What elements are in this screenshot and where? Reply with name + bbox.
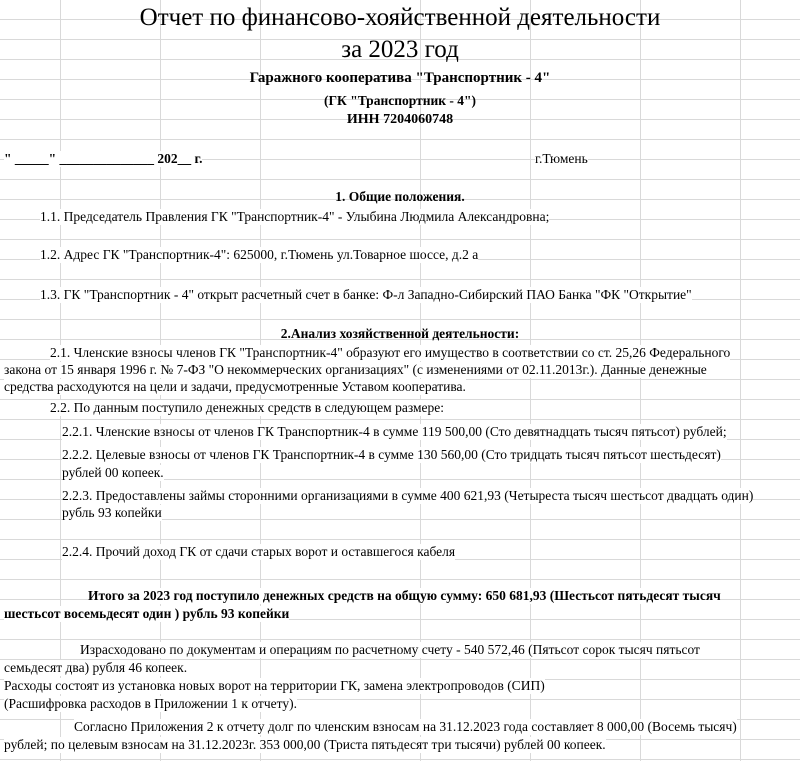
section2-heading: 2.Анализ хозяйственной деятельности: (280, 326, 520, 341)
debts-line2: рублей; по целевым взносам на 31.12.2023г. 353 000,00 (Триста пятьдесят три тысячи) рублей 00 копеек. (4, 737, 606, 752)
expenses-line4: (Расшифровка расходов в Приложении 1 к отчету). (4, 696, 297, 711)
paragraph-2-1-line2: закона от 15 января 1996 г. № 7-ФЗ "О некоммерческих организациях" (с изменениями от 02.11.2013г.). Данные денежные (4, 362, 707, 377)
report-title-line2: за 2023 год (341, 36, 459, 63)
paragraph-2-2-3-line2: рубль 93 копейки (62, 505, 162, 520)
section1-heading: 1. Общие положения. (335, 189, 465, 204)
paragraph-2-2-2-line1: 2.2.2. Целевые взносы от членов ГК Транспортник-4 в сумме 130 560,00 (Сто тридцать тысяч пятьсот шестьдесят) (62, 447, 721, 462)
section1-item2: 1.2. Адрес ГК "Транспортник-4": 625000, г.Тюмень ул.Товарное шоссе, д.2 а (40, 247, 479, 262)
paragraph-2-1-line1: 2.1. Членские взносы членов ГК "Транспортник-4" образуют его имущество в соответствии со ст. 25,26 Федерального (50, 345, 731, 360)
organization-short-name: (ГК "Транспортник - 4") (323, 93, 477, 108)
expenses-line1: Израсходовано по документам и операциям по расчетному счету - 540 572,46 (Пятьсот сорок тысяч пятьсот (80, 642, 700, 657)
report-city: г.Тюмень (535, 151, 588, 166)
expenses-line2: семьдесят два) рубля 46 копеек. (4, 660, 188, 675)
report-title-line1: Отчет по финансово-хояйственной деятельности (139, 4, 661, 31)
expenses-line3: Расходы состоят из установка новых ворот на территории ГК, замена электропроводов (СИП) (4, 678, 545, 693)
organization-inn: ИНН 7204060748 (346, 112, 454, 127)
report-date-line: " _____" ______________ 202__ г. (4, 151, 203, 166)
total-income-line1: Итого за 2023 год поступило денежных средств на общую сумму: 650 681,93 (Шестьсот пятьдесят тысяч (88, 588, 721, 603)
total-income-line2: шестьсот восемьдесят один ) рубль 93 копейки (4, 606, 290, 621)
paragraph-2-2-4: 2.2.4. Прочий доход ГК от сдачи старых ворот и оставшегося кабеля (62, 544, 456, 559)
paragraph-2-2-1: 2.2.1. Членские взносы от членов ГК Транспортник-4 в сумме 119 500,00 (Сто девятнадцать тысяч пятьсот) рублей; (62, 424, 727, 439)
debts-line1: Согласно Приложения 2 к отчету долг по членским взносам на 31.12.2023 года составляет 8 000,00 (Восемь тысяч) (74, 719, 737, 734)
paragraph-2-2-2-line2: рублей 00 копеек. (62, 465, 164, 480)
organization-name: Гаражного кооператива "Транспортник - 4" (249, 70, 551, 86)
section1-item3: 1.3. ГК "Транспортник - 4" открыт расчетный счет в банке: Ф-л Западно-Сибирский ПАО Банка "ФК "Открытие" (40, 287, 692, 302)
paragraph-2-1-line3: средства расходуются на цели и задачи, предусмотренные Уставом кооператива. (4, 379, 466, 394)
paragraph-2-2-3-line1: 2.2.3. Предоставлены займы сторонними организациями в сумме 400 621,93 (Четыреста тысяч шестьсот двадцать один) (62, 488, 754, 503)
paragraph-2-2: 2.2. По данным поступило денежных средств в следующем размере: (50, 400, 444, 415)
section1-item1: 1.1. Председатель Правления ГК "Транспортник-4" - Улыбина Людмила Александровна; (40, 209, 550, 224)
